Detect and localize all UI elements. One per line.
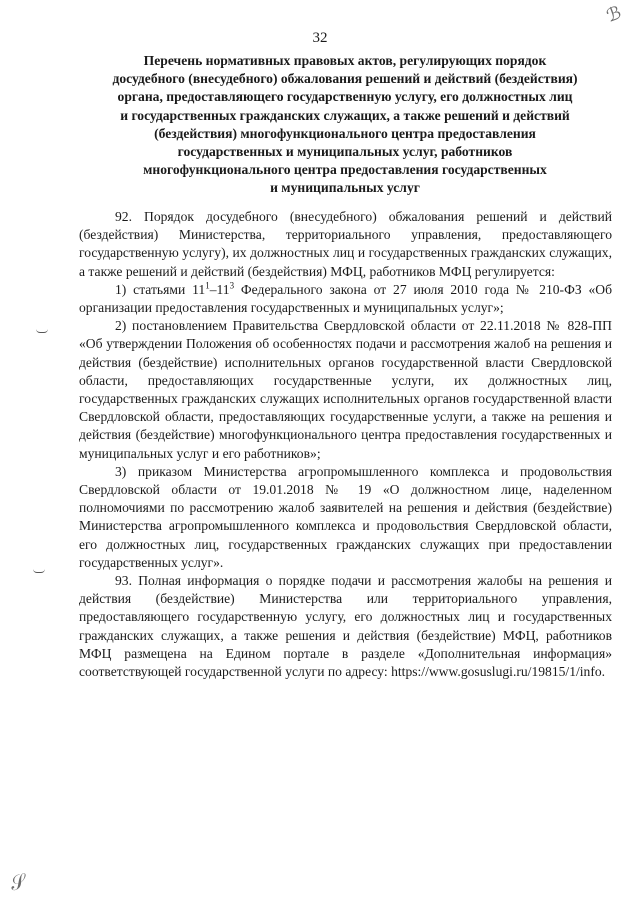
list-item-1 <box>79 281 612 317</box>
list-item-2: 2) постановлением Правительства Свердловской области от 22.11.2018 № 828-ПП «Об утверждении Положения об особенностях подачи и рассмотрения жалоб на решения и действия (бездействие) исполнительных органов государственной власти Свердловской области, предоставляющих государственные услуги, их должностных лиц, государственных гражданских служащих исполнительных органов государственной власти Свердловской области, предоставляющих государственные услуги, а также на решения и действия (бездействие) многофункционального центра предоставления государственных и муниципальных услуг и его работников»; <box>79 318 612 461</box>
title-line: Перечень нормативных правовых актов, регулирующих порядок <box>143 53 547 68</box>
title-line: и муниципальных услуг <box>270 180 420 196</box>
list-item-1-mid: –11 <box>209 281 230 297</box>
title-line: органа, предоставляющего государственную услугу, его должностных лиц <box>117 89 573 105</box>
title-line: (бездействия) многофункционального центра предоставления <box>154 125 536 141</box>
superscript-1: 1 <box>205 280 210 291</box>
list-item-3: 3) приказом Министерства агропромышленного комплекса и продовольствия Свердловской области от 19.01.2018 № 19 «О должностном лице, наделенном полномочиями по рассмотрению жалоб заявителей на решения и действия (бездействие) Министерства агропромышленного комплекса и продовольствия Свердловской области, его должностных лиц, государственных гражданских служащих при предоставлении государственных услуг». <box>79 463 612 570</box>
margin-tick-mark <box>33 569 45 573</box>
title-line: досудебного (внесудебного) обжалования решений и действий (бездействия) <box>112 71 578 87</box>
corner-handwritten-mark: ℬ <box>603 2 625 27</box>
superscript-3: 3 <box>229 280 235 291</box>
list-item-1-rest: Федерального закона от 27 июля 2010 года № 210-ФЗ «Об организации предоставления государственных и муниципальных услуг»; <box>79 281 613 316</box>
title-line: государственных и муниципальных услуг, работников <box>177 144 513 160</box>
document-title <box>80 52 610 198</box>
margin-tick-mark <box>36 329 48 333</box>
title-line: многофункционального центра предоставления государственных <box>143 162 547 178</box>
bottom-handwritten-mark: 𝒮 <box>7 868 29 896</box>
paragraph-92: 92. Порядок досудебного (внесудебного) обжалования решений и действий (бездействия) Министерства, территориального управления, предоставляющего государственную услугу), их должностных лиц и государственных гражданских служащих, а также решений и действий (бездействия) МФЦ, работников МФЦ регулируется: <box>79 209 612 279</box>
paragraph-93: 93. Полная информация о порядке подачи и рассмотрения жалобы на решения и действия (бездействие) Министерства или территориального управления, предоставляющего государственную услугу, его должностных лиц и государственных гражданских служащих, а также решения и действия (бездействие) МФЦ, работников МФЦ размещена на Едином портале в разделе «Дополнительная информация» соответствующей государственной услуги по адресу: https://www.gosuslugi.ru/19815/1/info. <box>79 573 612 680</box>
title-line: и государственных гражданских служащих, а также решений и действий <box>120 107 570 123</box>
list-item-1-prefix: 1) статьями 11 <box>115 281 206 297</box>
page-number: 32 <box>312 30 328 46</box>
document-body <box>79 208 612 681</box>
